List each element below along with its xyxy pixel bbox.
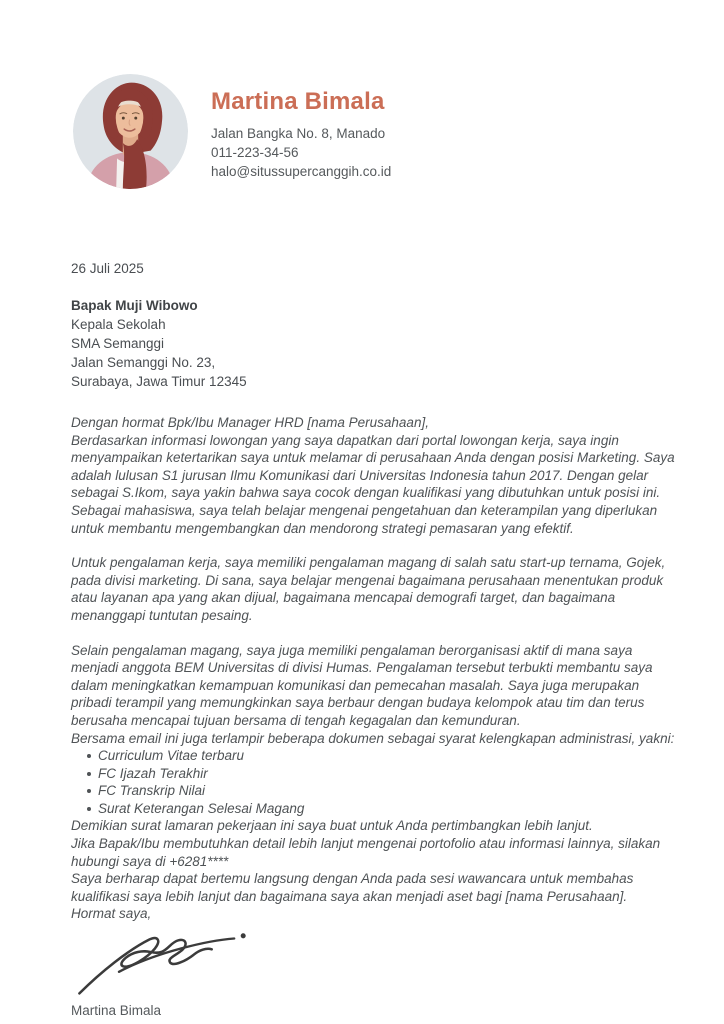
contact-email: halo@situssupercanggih.co.id bbox=[211, 164, 392, 179]
handwritten-signature bbox=[73, 925, 255, 997]
closing-block bbox=[71, 642, 682, 924]
attachment-item: FC Ijazah Terakhir bbox=[71, 765, 682, 783]
letter-date: 26 Juli 2025 bbox=[71, 261, 144, 276]
contact-address: Jalan Bangka No. 8, Manado bbox=[211, 126, 386, 141]
recipient-address-line2: Surabaya, Jawa Timur 12345 bbox=[71, 374, 247, 389]
paragraph-organization-experience: Selain pengalaman magang, saya juga memiliki pengalaman berorganisasi aktif di mana saya menjadi anggota BEM Universitas di divisi Humas. Pengalaman tersebut terbukti membantu saya dalam meningkatkan kemampuan komunikasi dan pemecahan masalah. Saya juga merupakan pribadi terampil yang memungkinkan saya berbaur dengan budaya kelompok atau tim dan terus berusaha mencapai tujuan bersama di tengah kegagalan dan kemunduran. bbox=[71, 642, 653, 728]
attachment-item: FC Transkrip Nilai bbox=[71, 782, 682, 800]
sign-off: Hormat saya, bbox=[71, 906, 152, 922]
portrait-photo-illustration bbox=[73, 74, 188, 189]
header-info bbox=[211, 74, 391, 181]
letter-header bbox=[71, 74, 682, 189]
closing-line: Demikian surat lamaran pekerjaan ini saya buat untuk Anda pertimbangkan lebih lanjut. bbox=[71, 818, 593, 834]
recipient-block bbox=[71, 296, 682, 391]
paragraph-introduction: Berdasarkan informasi lowongan yang saya dapatkan dari portal lowongan kerja, saya ingin menyampaikan ketertarikan saya untuk melamar di perusahaan Anda dengan posisi Marketing. Saya adalah lulusan S1 jurusan Ilmu Komunikasi dari Universitas Indonesia tahun 2017. Dengan gelar sebagai S.Ikom, saya yakin bahwa saya cocok dengan kualifikasi yang dibutuhkan untuk posisi ini. Sebagai mahasiswa, saya telah belajar mengenai pengetahuan dan keterampilan yang diperlukan untuk membantu mengembangkan dan mendorong strategi pemasaran yang efektif. bbox=[71, 432, 675, 536]
opening-block bbox=[71, 414, 682, 537]
signature-scrawl-icon bbox=[73, 925, 255, 997]
profile-photo bbox=[73, 74, 188, 189]
closing-line: Jika Bapak/Ibu membutuhkan detail lebih lanjut mengenai portofolio atau informasi lainnya, silakan hubungi saya di +6281**** bbox=[71, 836, 661, 869]
recipient-name: Bapak Muji Wibowo bbox=[71, 298, 198, 313]
paragraph-work-experience: Untuk pengalaman kerja, saya memiliki pengalaman magang di salah satu start-up ternama, Gojek, pada divisi marketing. Di sana, saya belajar mengenai bagaimana perusahaan menentukan produk atau layanan apa yang akan dijual, bagaimana mencapai demografi target, dan bagaimana menanggapi tuntutan pesaing. bbox=[71, 555, 666, 623]
recipient-address-line1: Jalan Semanggi No. 23, bbox=[71, 355, 216, 370]
letter-body bbox=[71, 414, 682, 923]
salutation: Dengan hormat Bpk/Ibu Manager HRD [nama Perusahaan], bbox=[71, 415, 429, 430]
signer-name: Martina Bimala bbox=[71, 1003, 162, 1019]
closing-line: Saya berharap dapat bertemu langsung dengan Anda pada sesi wawancara untuk membahas kualifikasi saya lebih lanjut dan bagaimana saya akan menjadi aset bagi [nama Perusahaan]. bbox=[71, 871, 634, 904]
attachment-item: Curriculum Vitae terbaru bbox=[71, 747, 682, 765]
attachment-item: Surat Keterangan Selesai Magang bbox=[71, 800, 682, 818]
attachments-intro: Bersama email ini juga terlampir beberapa dokumen sebagai syarat kelengkapan administrasi, yakni: bbox=[71, 730, 675, 746]
attachments-list bbox=[71, 747, 682, 817]
contact-phone: 011-223-34-56 bbox=[211, 145, 299, 160]
person-name: Martina Bimala bbox=[211, 88, 385, 115]
recipient-title: Kepala Sekolah bbox=[71, 317, 166, 332]
recipient-organization: SMA Semanggi bbox=[71, 336, 165, 351]
